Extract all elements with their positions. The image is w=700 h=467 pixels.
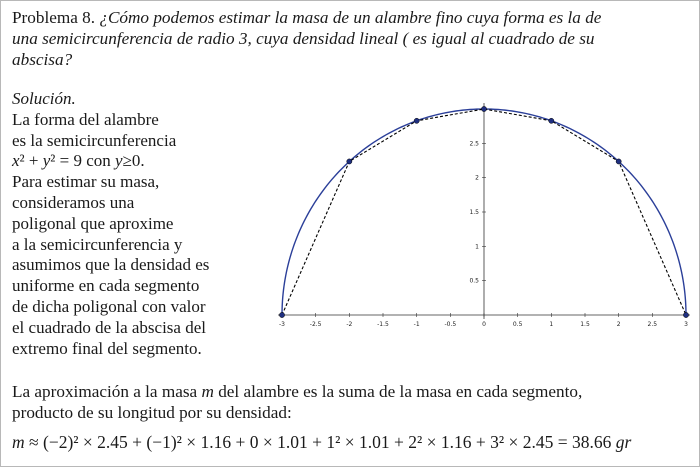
y-tick-label: 2.5 [469, 140, 479, 148]
y-tick-label: 0.5 [469, 277, 479, 285]
y-tick-label: 1.5 [469, 209, 479, 216]
polygon-vertex [683, 312, 688, 317]
semicircle-graph [271, 99, 700, 334]
polygon-vertex [616, 159, 621, 164]
solution-line: Para estimar su masa, [12, 172, 160, 192]
problem-question-line: una semicircunferencia de radio 3, cuya densidad lineal ( es igual al cuadrado de su [12, 29, 595, 48]
x-tick-label: -2 [346, 321, 353, 328]
approximation-line: La aproximación a la masa m del alambre es la suma de la masa en cada segmento, [12, 382, 583, 401]
mass-formula: m ≈ (−2)² × 2.45 + (−1)² × 1.16 + 0 × 1.01 + 1² × 1.01 + 2² × 1.16 + 3² × 2.45 = 38.66 gr [12, 432, 632, 452]
problem-question-line: ¿Cómo podemos estimar la masa de un alambre fino cuya forma es la de [99, 8, 602, 27]
solution-line: La forma del alambre [12, 109, 159, 129]
solution-line: uniforme en cada segmento [12, 276, 200, 296]
solution-line: de dicha poligonal con valor [12, 296, 206, 316]
problem-statement [12, 7, 692, 70]
x-tick-label: -2.5 [309, 321, 322, 328]
x-tick-label: -0.5 [444, 321, 457, 328]
solution-line: es la semicircunferencia [12, 130, 177, 150]
circle-equation: x² + y² = 9 con y≥0. [12, 151, 145, 171]
x-tick-label: 0 [482, 321, 486, 328]
approximation-text [12, 381, 697, 423]
polygon-vertex [279, 312, 284, 317]
x-tick-label: -1.5 [377, 321, 389, 328]
solution-line: poligonal que aproxime [12, 213, 174, 233]
solution-text [12, 89, 252, 359]
solution-line: a la semicircunferencia y [12, 234, 183, 254]
problem-question-line: abscisa? [12, 50, 73, 69]
x-tick-label: 3 [684, 321, 688, 328]
x-tick-label: 2 [616, 321, 621, 328]
x-tick-label: -3 [279, 321, 285, 328]
y-tick-label: 2 [475, 174, 479, 182]
x-tick-label: 2.5 [647, 321, 658, 328]
solution-title: Solución. [12, 89, 76, 108]
polygon-vertex [549, 118, 554, 123]
y-tick-label: 1 [475, 243, 479, 251]
solution-line: asumimos que la densidad es [12, 255, 210, 275]
solution-line: extremo final del segmento. [12, 338, 202, 358]
solution-line: consideramos una [12, 192, 135, 212]
x-tick-label: 0.5 [512, 321, 523, 328]
x-tick-label: 1.5 [580, 321, 590, 328]
x-tick-label: 1 [549, 321, 554, 328]
problem-number: Problema 8. [12, 8, 96, 27]
polygon-vertex [347, 159, 352, 164]
x-tick-label: -1 [413, 321, 420, 328]
solution-line: el cuadrado de la abscisa del [12, 317, 206, 337]
polygon-vertex [414, 118, 419, 123]
approximation-line: producto de su longitud por su densidad: [12, 403, 292, 422]
polygon-vertex [481, 106, 486, 111]
